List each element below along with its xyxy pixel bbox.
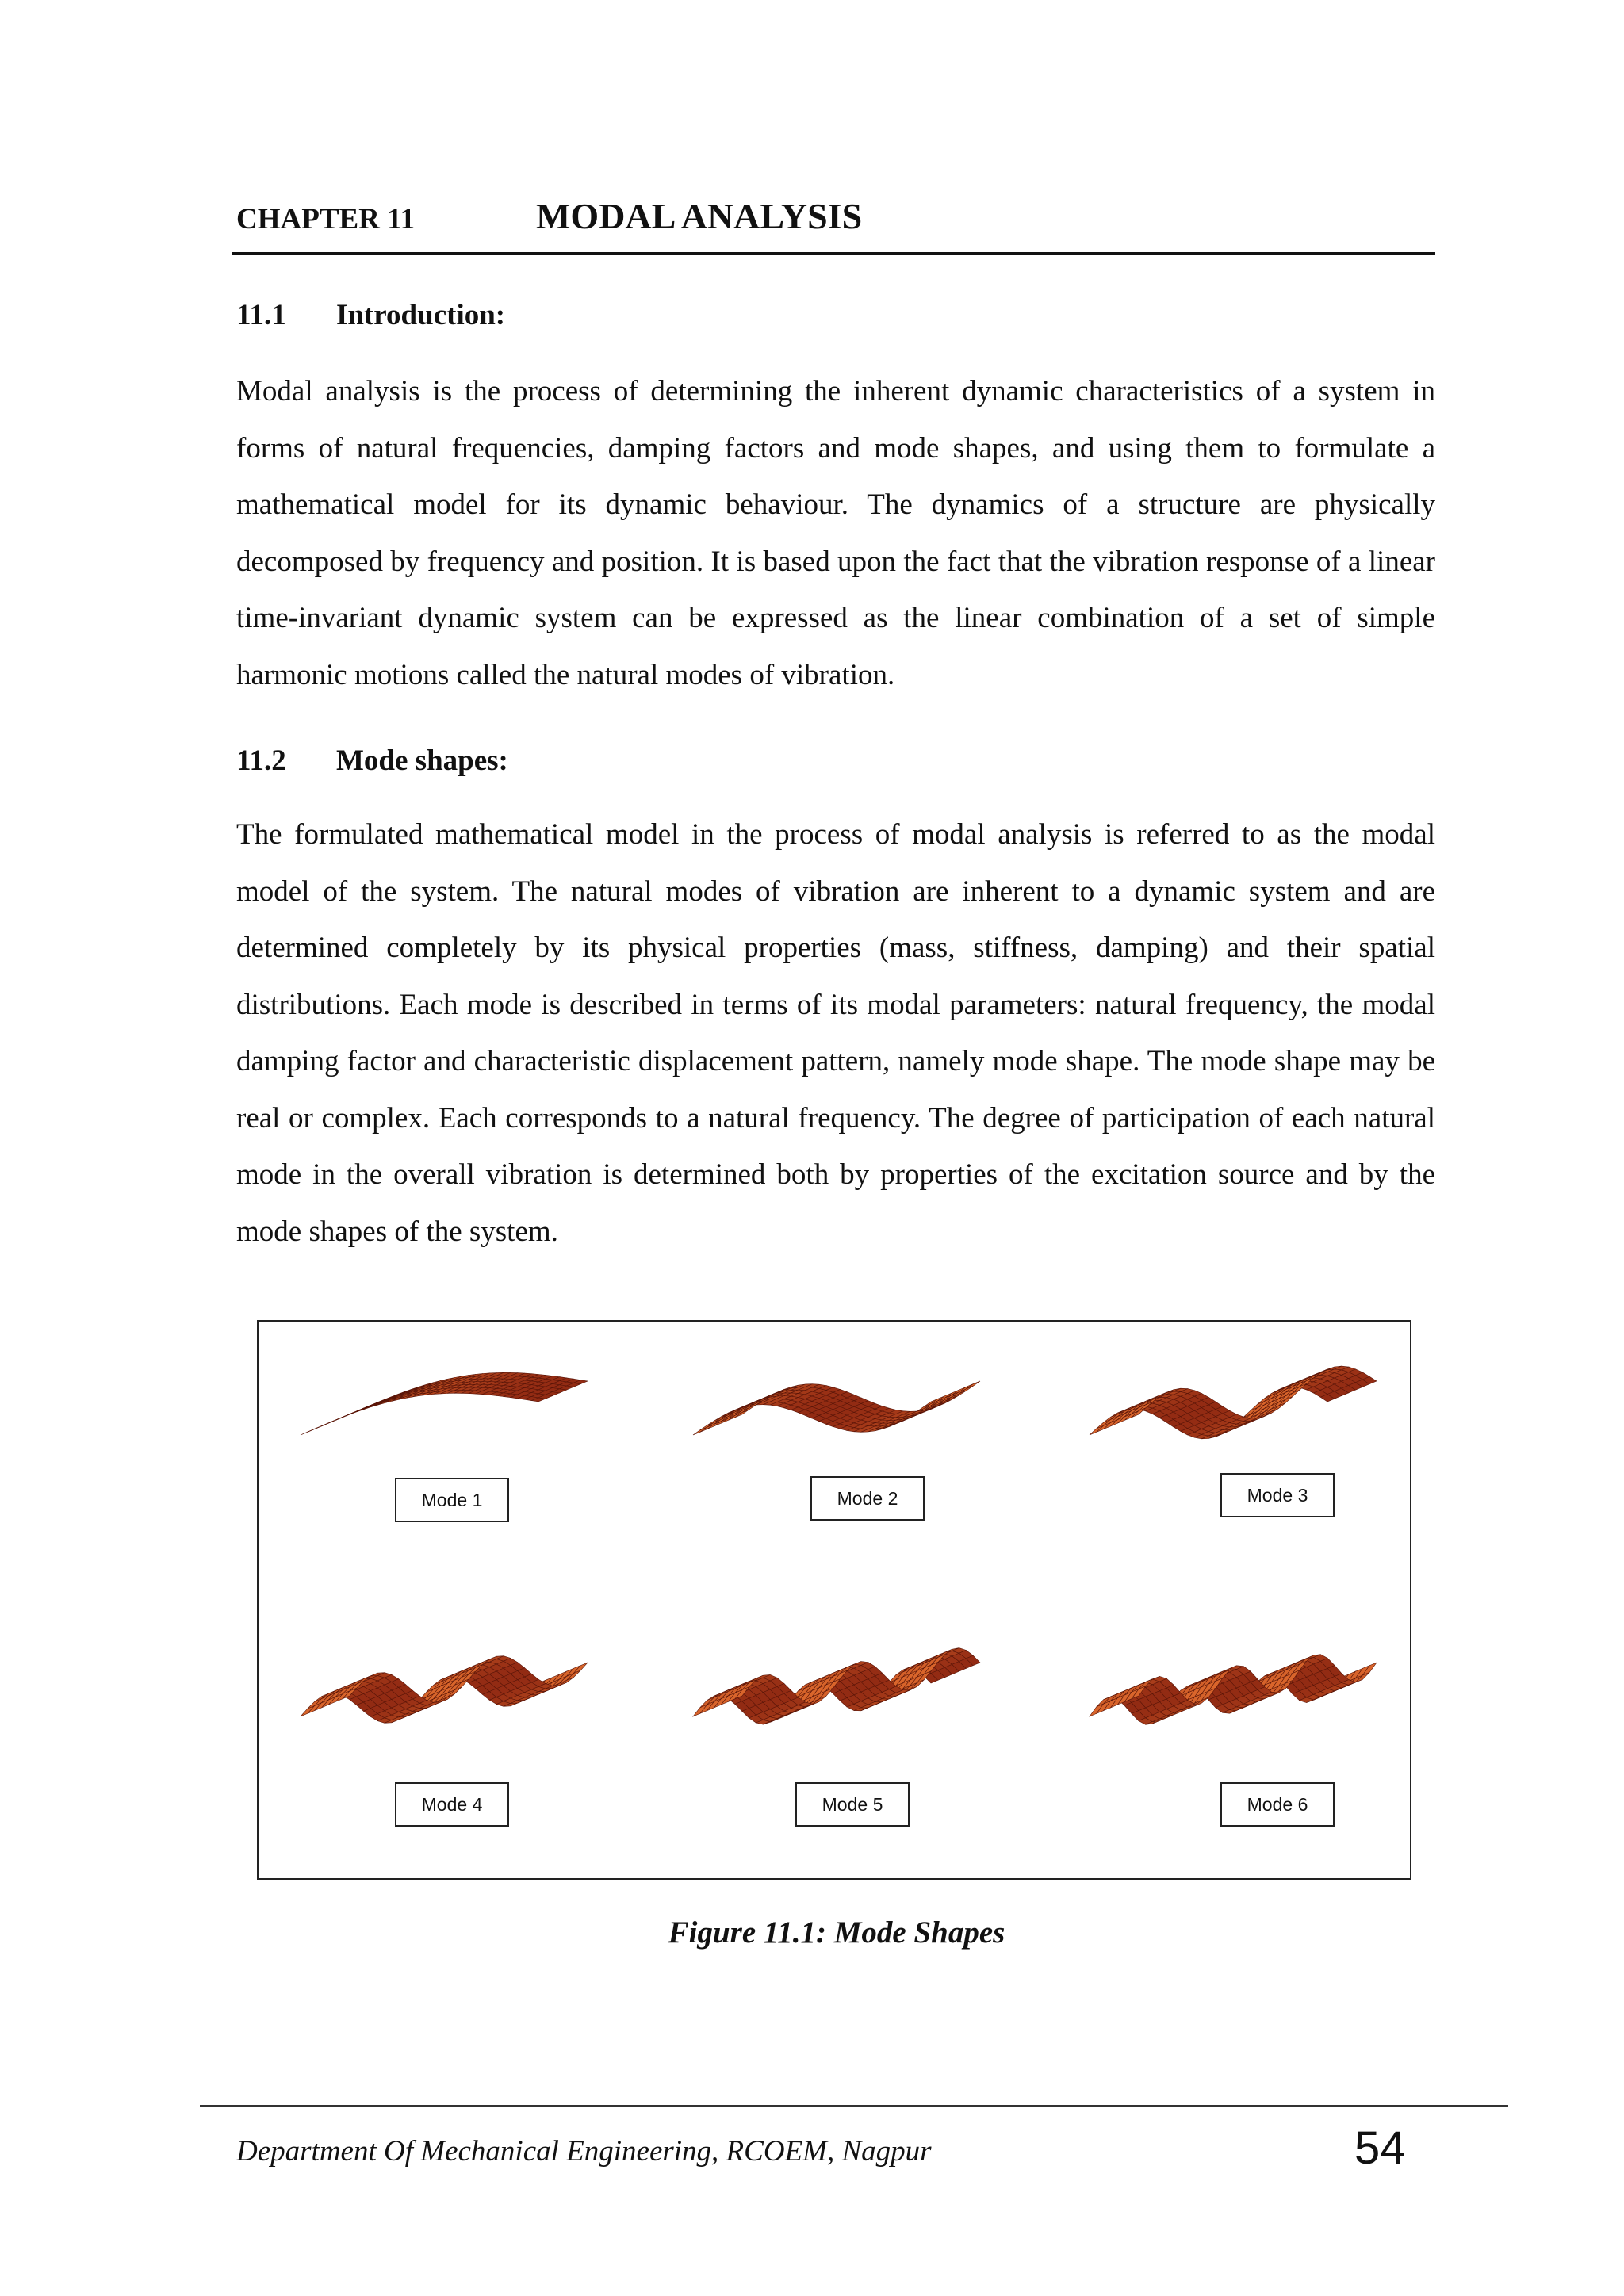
footer-text: Department Of Mechanical Engineering, RCOEM, Nagpur <box>236 2135 932 2168</box>
chapter-title: MODAL ANALYSIS <box>536 196 863 236</box>
chapter-header <box>236 195 1435 237</box>
section-title: Introduction: <box>336 299 506 331</box>
mode-6-surface <box>1075 1623 1392 1758</box>
mode-2-label: Mode 2 <box>810 1476 925 1521</box>
footer-rule <box>200 2105 1508 2107</box>
introduction-paragraph: Modal analysis is the process of determining the inherent dynamic characteristics of a system in forms of natural frequencies, damping factors and mode shapes, and using them to formulate a mathematical model for its dynamic behaviour. The dynamics of a structure are physically decomposed by frequency and position. It is based upon the fact that the vibration response of a linear time-invariant dynamic system can be expressed as the linear combination of a set of simple harmonic motions called the natural modes of vibration. <box>236 375 1435 691</box>
chapter-rule <box>232 252 1435 255</box>
mode-6-label: Mode 6 <box>1220 1782 1335 1827</box>
section-number: 11.2 <box>236 744 286 777</box>
chapter-label: CHAPTER 11 <box>236 203 416 235</box>
mesh-cell <box>1090 1425 1104 1435</box>
mode-shapes-paragraph: The formulated mathematical model in the process of modal analysis is referred to as the modal model of the system. The natural modes of vibration are inherent to a dynamic system and are determined completely by its physical properties (mass, stiffness, damping) and their spatial distributions. Each mode is described in terms of its modal parameters: natural frequency, the modal damping factor and characteristic displacement pattern, namely mode shape. The mode shape may be real or complex. Each corresponds to a natural frequency. The degree of participation of each natural mode in the overall vibration is determined both by properties of the excitation source and by the mode shapes of the system. <box>236 818 1435 1248</box>
mesh-cell <box>966 1381 980 1389</box>
mode-1-label: Mode 1 <box>395 1478 509 1522</box>
section-number: 11.1 <box>236 299 286 331</box>
figure-caption: Figure 11.1: Mode Shapes <box>668 1915 1005 1950</box>
section-heading-introduction <box>236 298 505 332</box>
mode-4-label: Mode 4 <box>395 1782 509 1827</box>
mode-shapes-figure <box>257 1320 1411 1880</box>
mesh-cell <box>693 1427 707 1435</box>
mode-3-surface <box>1075 1341 1392 1476</box>
mode-5-label: Mode 5 <box>795 1782 910 1827</box>
mode-2-surface <box>679 1341 996 1476</box>
section-title: Mode shapes: <box>336 744 508 777</box>
mode-4-surface <box>286 1623 603 1758</box>
section-heading-mode-shapes <box>236 744 508 778</box>
mode-3-label: Mode 3 <box>1220 1473 1335 1517</box>
mode-1-surface <box>286 1341 603 1476</box>
mode-5-surface <box>679 1623 996 1758</box>
page-number: 54 <box>1354 2122 1406 2174</box>
